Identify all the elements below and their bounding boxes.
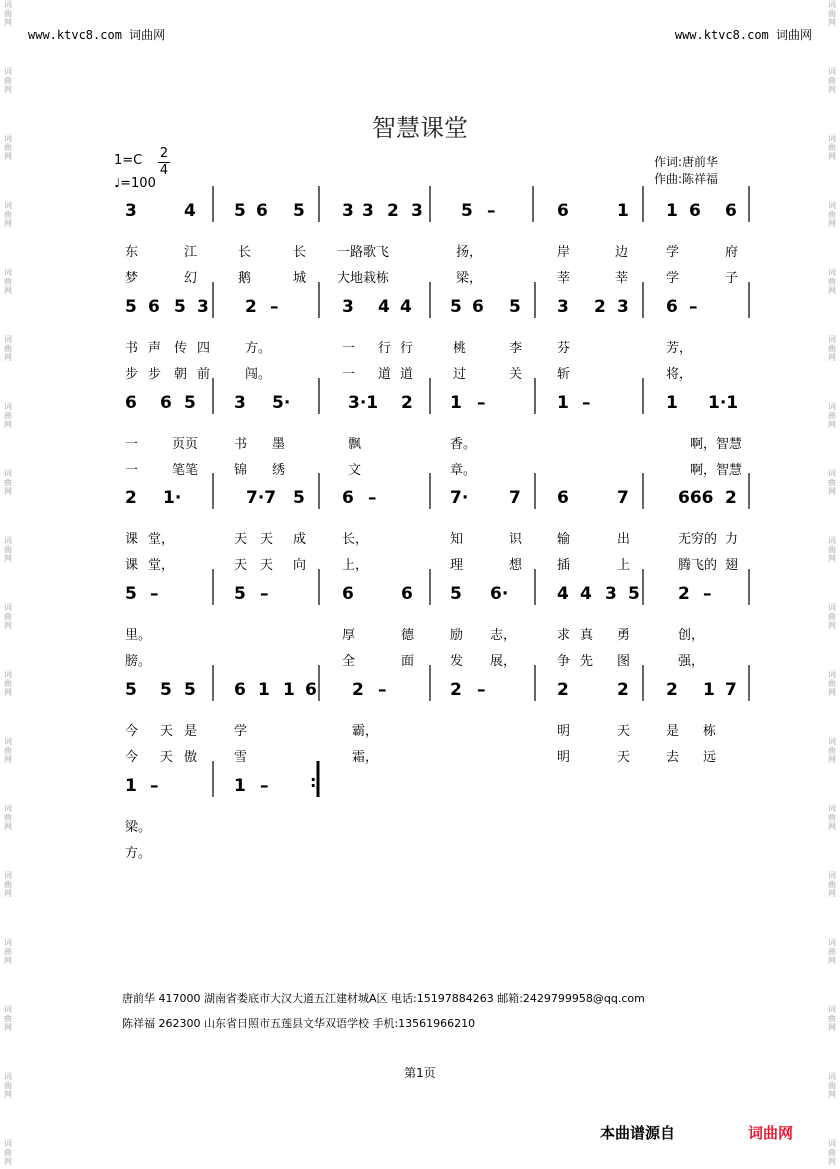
watermark-glyph: 词 曲 网 (4, 670, 12, 697)
lyric: 学 (234, 724, 248, 739)
note: 3 (605, 584, 617, 604)
lyric: 声 (148, 341, 162, 356)
watermark-glyph: 词 曲 网 (828, 938, 836, 965)
note: 5 (628, 584, 640, 604)
lyric: 莘 (615, 271, 629, 286)
lyric: 去 (666, 750, 680, 765)
note: 5 (125, 584, 137, 604)
lyric: 城 (293, 271, 307, 286)
header-site-left[interactable]: www.ktvc8.com 词曲网 (28, 28, 166, 42)
lyric: 步 (125, 367, 139, 382)
note: – (477, 393, 486, 413)
note: 1 (450, 393, 462, 413)
watermark-glyph: 词 曲 网 (4, 804, 12, 831)
lyric: 向 (293, 558, 307, 573)
note: 3 (342, 201, 354, 221)
lyric: 今 (125, 750, 139, 765)
lyric: 章。 (450, 463, 477, 478)
lyric: 墨 (272, 437, 286, 452)
lyric: 关 (509, 367, 523, 382)
note: – (260, 776, 269, 796)
watermark-glyph: 词 曲 网 (4, 871, 12, 898)
lyric: 书 (125, 341, 139, 356)
lyric: 幻 (184, 271, 198, 286)
lyric: 力 (725, 532, 739, 547)
lyric: 识 (509, 532, 523, 547)
note: 1 (234, 776, 246, 796)
lyric: 课 (125, 558, 139, 573)
note: 2 (617, 680, 629, 700)
note: 1 (666, 201, 678, 221)
note: 1·1 (708, 393, 739, 413)
lyric: 理 (450, 558, 464, 573)
watermark-glyph: 词 曲 网 (828, 737, 836, 764)
watermark-glyph: 词 曲 网 (4, 201, 12, 228)
watermark-glyph: 词 曲 网 (4, 737, 12, 764)
lyric: 全 (342, 654, 356, 669)
lyric: 岸 (557, 245, 571, 260)
watermark-glyph: 词 曲 网 (4, 268, 12, 295)
note: 2 (352, 680, 364, 700)
note: 6 (557, 488, 569, 508)
note: 1 (617, 201, 629, 221)
note: 7 (617, 488, 629, 508)
note: 7· (450, 488, 469, 508)
repeat-dots: : (310, 772, 317, 791)
note: 2 (666, 680, 678, 700)
lyric: 一 (342, 367, 356, 382)
note: 1 (557, 393, 569, 413)
watermark-glyph: 词 曲 网 (4, 469, 12, 496)
lyric: 德 (401, 628, 415, 643)
lyric: 过 (453, 367, 467, 382)
lyric: 大地栽栋 (337, 271, 390, 286)
note: – (150, 584, 159, 604)
note: 4 (400, 297, 412, 317)
lyric: 今 (125, 724, 139, 739)
lyric: 膀。 (125, 654, 152, 669)
lyric: 励 (450, 628, 464, 643)
lyric: 啊，智慧 (690, 463, 743, 478)
watermark-glyph: 词 曲 网 (828, 469, 836, 496)
note: – (487, 201, 496, 221)
lyric: 求 (557, 628, 571, 643)
lyric: 厚 (342, 628, 356, 643)
note: 3 (411, 201, 423, 221)
lyric: 锦 (234, 463, 248, 478)
note: 2 (245, 297, 257, 317)
lyric: 出 (617, 532, 631, 547)
note: 5 (509, 297, 521, 317)
note: 2 (725, 488, 737, 508)
lyric: 面 (401, 654, 415, 669)
key-signature: 1=C (114, 153, 143, 168)
lyric: 芳， (666, 341, 693, 356)
watermark-glyph: 词 曲 网 (828, 603, 836, 630)
note: 2 (557, 680, 569, 700)
lyric: 争 (557, 654, 571, 669)
note: 666 (678, 488, 714, 508)
lyric: 扬， (456, 245, 483, 260)
lyric: 真 (580, 628, 594, 643)
note: 2 (450, 680, 462, 700)
lyric: 文 (348, 463, 362, 478)
note: 5· (272, 393, 291, 413)
lyric: 明 (557, 750, 571, 765)
lyric: 桃 (453, 341, 467, 356)
watermark-glyph: 词 曲 网 (4, 402, 12, 429)
lyric: 府 (725, 245, 739, 260)
note: 5 (450, 297, 462, 317)
lyric: 里。 (125, 628, 152, 643)
note: 4 (580, 584, 592, 604)
watermark-glyph: 词 曲 网 (828, 0, 836, 27)
lyric: 书 (234, 437, 248, 452)
lyric: 一路歌飞 (337, 245, 390, 260)
note: 2 (678, 584, 690, 604)
note: 5 (184, 393, 196, 413)
lyric: 上， (342, 558, 369, 573)
note: 1· (163, 488, 182, 508)
lyric: 方。 (245, 341, 272, 356)
time-sig-bottom: 4 (159, 163, 169, 178)
lyric: 无穷的 (678, 532, 718, 547)
lyric: 志， (490, 628, 517, 643)
note: 3 (342, 297, 354, 317)
note: 6 (125, 393, 137, 413)
tempo-value: =100 (120, 176, 156, 191)
watermark-glyph: 词 曲 网 (828, 335, 836, 362)
note: 2 (401, 393, 413, 413)
lyric: 斩 (557, 367, 571, 382)
note: – (368, 488, 377, 508)
lyric: 强， (678, 654, 705, 669)
note: 3 (617, 297, 629, 317)
lyric: 四 (197, 341, 211, 356)
note: 6 (305, 680, 317, 700)
lyric: 长 (293, 245, 307, 260)
lyric: 堂， (148, 532, 175, 547)
note: 5 (160, 680, 172, 700)
note: 5 (293, 488, 305, 508)
note: 5 (125, 297, 137, 317)
note: 2 (387, 201, 399, 221)
composer-credit: 作曲:陈祥福 (654, 172, 719, 186)
lyric: 页页 (172, 437, 199, 452)
note: 3 (234, 393, 246, 413)
watermark-glyph: 词 曲 网 (4, 67, 12, 94)
watermark-glyph: 词 曲 网 (4, 134, 12, 161)
lyric: 芬 (557, 341, 571, 356)
header-site-right[interactable]: www.ktvc8.com 词曲网 (674, 28, 812, 42)
note: 3·1 (348, 393, 379, 413)
note: 6 (666, 297, 678, 317)
quarter-note-icon: ♩ (114, 176, 121, 191)
note: 5 (461, 201, 473, 221)
lyric: 笔笔 (172, 463, 199, 478)
lyric: 栋 (703, 724, 717, 739)
watermark-glyph: 词 曲 网 (828, 402, 836, 429)
lyric: 天 (260, 558, 274, 573)
note: 6 (234, 680, 246, 700)
note: 4 (184, 201, 196, 221)
note: – (150, 776, 159, 796)
watermark-glyph: 词 曲 网 (4, 536, 12, 563)
lyric: 天 (160, 750, 174, 765)
note: 5 (293, 201, 305, 221)
note: 1 (703, 680, 715, 700)
note: 5 (234, 201, 246, 221)
note: 5 (125, 680, 137, 700)
watermark-glyph: 词 曲 网 (828, 1139, 836, 1166)
lyric: 朝 (174, 367, 188, 382)
note: – (689, 297, 698, 317)
lyric: 前 (197, 367, 211, 382)
watermark-glyph: 词 曲 网 (828, 134, 836, 161)
lyric: 李 (509, 341, 523, 356)
note: 2 (594, 297, 606, 317)
lyric: 梁。 (125, 820, 152, 835)
lyric: 插 (557, 558, 571, 573)
note: 5 (184, 680, 196, 700)
lyric: 课 (125, 532, 139, 547)
lyric: 将， (666, 367, 693, 382)
watermark-glyph: 词 曲 网 (828, 1072, 836, 1099)
lyric: 勇 (617, 628, 631, 643)
note: – (260, 584, 269, 604)
lyric: 输 (557, 532, 571, 547)
lyric: 一 (125, 437, 139, 452)
lyricist-credit: 作词:唐前华 (654, 155, 719, 169)
lyric: 腾飞的 (678, 558, 718, 573)
lyric: 长， (342, 532, 369, 547)
lyric: 学 (666, 245, 680, 260)
lyric: 霜， (352, 750, 379, 765)
note: 3 (362, 201, 374, 221)
note: 4 (378, 297, 390, 317)
source-label: 本曲谱源自 (600, 1124, 676, 1142)
lyric: 霸， (352, 724, 379, 739)
lyric: 雪 (234, 750, 248, 765)
note: 6 (557, 201, 569, 221)
note: – (378, 680, 387, 700)
note: 6· (490, 584, 509, 604)
lyric: 飘 (348, 437, 362, 452)
lyric: 天 (234, 532, 248, 547)
brand-link[interactable]: 词曲网 (748, 1124, 794, 1142)
lyric: 学 (666, 271, 680, 286)
lyric: 行 (378, 341, 392, 356)
note: 7 (725, 680, 737, 700)
note: 6 (725, 201, 737, 221)
note: 6 (342, 584, 354, 604)
lyric: 上 (617, 558, 631, 573)
note: – (270, 297, 279, 317)
lyric: 香。 (450, 437, 477, 452)
lyric: 天 (234, 558, 248, 573)
footer-contact-2: 陈祥福 262300 山东省日照市五莲县文华双语学校 手机:13561966210 (122, 1017, 476, 1030)
lyric: 绣 (272, 463, 286, 478)
lyric: 天 (617, 750, 631, 765)
lyric: 天 (260, 532, 274, 547)
note: 5 (450, 584, 462, 604)
note: 3 (557, 297, 569, 317)
lyric: 一 (342, 341, 356, 356)
time-sig-top: 2 (159, 146, 169, 161)
lyric: 步 (148, 367, 162, 382)
lyric: 傲 (184, 750, 198, 765)
lyric: 东 (125, 245, 139, 260)
lyric: 一 (125, 463, 139, 478)
watermark-glyph: 词 曲 网 (828, 871, 836, 898)
lyric: 传 (174, 341, 188, 356)
lyric: 闯。 (245, 367, 272, 382)
lyric: 天 (160, 724, 174, 739)
note: 1 (666, 393, 678, 413)
note: 7·7 (246, 488, 277, 508)
lyric: 鹅 (238, 271, 252, 286)
watermark-glyph: 词 曲 网 (4, 1139, 12, 1166)
note: 7 (509, 488, 521, 508)
note: 3 (197, 297, 209, 317)
lyric: 创， (678, 628, 705, 643)
watermark-glyph: 词 曲 网 (4, 938, 12, 965)
song-title: 智慧课堂 (372, 114, 468, 142)
note: 6 (472, 297, 484, 317)
note: 4 (557, 584, 569, 604)
lyric: 远 (703, 750, 717, 765)
watermark-glyph: 词 曲 网 (828, 804, 836, 831)
watermark-glyph: 词 曲 网 (4, 1072, 12, 1099)
lyric: 想 (509, 558, 523, 573)
note: 6 (342, 488, 354, 508)
watermark-glyph: 词 曲 网 (828, 201, 836, 228)
watermark-glyph: 词 曲 网 (4, 603, 12, 630)
note: – (703, 584, 712, 604)
lyric: 子 (725, 271, 739, 286)
lyric: 长 (238, 245, 252, 260)
lyric: 翅 (725, 558, 739, 573)
note: 1 (283, 680, 295, 700)
lyric: 天 (617, 724, 631, 739)
watermark-glyph: 词 曲 网 (4, 1005, 12, 1032)
lyric: 图 (617, 654, 631, 669)
note: 1 (258, 680, 270, 700)
note: 2 (125, 488, 137, 508)
lyric: 道 (378, 367, 392, 382)
watermark-glyph: 词 曲 网 (828, 67, 836, 94)
note: 3 (125, 201, 137, 221)
lyric: 堂， (148, 558, 175, 573)
note: 6 (689, 201, 701, 221)
watermark-glyph: 词 曲 网 (828, 670, 836, 697)
lyric: 知 (450, 532, 464, 547)
lyric: 边 (615, 245, 629, 260)
lyric: 啊，智慧 (690, 437, 743, 452)
lyric: 是 (666, 724, 680, 739)
note: 5 (174, 297, 186, 317)
page-number: 第1页 (404, 1066, 436, 1080)
lyric: 梁， (456, 271, 483, 286)
watermark-glyph: 词 曲 网 (828, 536, 836, 563)
note: 1 (125, 776, 137, 796)
note: 6 (256, 201, 268, 221)
note: 6 (148, 297, 160, 317)
lyric: 方。 (125, 846, 152, 861)
note: – (582, 393, 591, 413)
lyric: 展， (490, 654, 517, 669)
note: 6 (401, 584, 413, 604)
lyric: 是 (184, 724, 198, 739)
watermark-glyph: 词 曲 网 (4, 0, 12, 27)
watermark-glyph: 词 曲 网 (828, 1005, 836, 1032)
note: – (477, 680, 486, 700)
note: 6 (160, 393, 172, 413)
note: 5 (234, 584, 246, 604)
footer-contact-1: 唐前华 417000 湖南省娄底市大汉大道五江建材城A区 电话:15197884263 邮箱:2429799958@qq.com (122, 992, 645, 1005)
lyric: 道 (400, 367, 414, 382)
lyric: 莘 (557, 271, 571, 286)
lyric: 明 (557, 724, 571, 739)
lyric: 发 (450, 654, 464, 669)
lyric: 江 (184, 245, 198, 260)
lyric: 成 (293, 532, 307, 547)
watermark-glyph: 词 曲 网 (828, 268, 836, 295)
lyric: 行 (400, 341, 414, 356)
lyric: 梦 (125, 271, 139, 286)
watermark-glyph: 词 曲 网 (4, 335, 12, 362)
lyric: 先 (580, 654, 594, 669)
